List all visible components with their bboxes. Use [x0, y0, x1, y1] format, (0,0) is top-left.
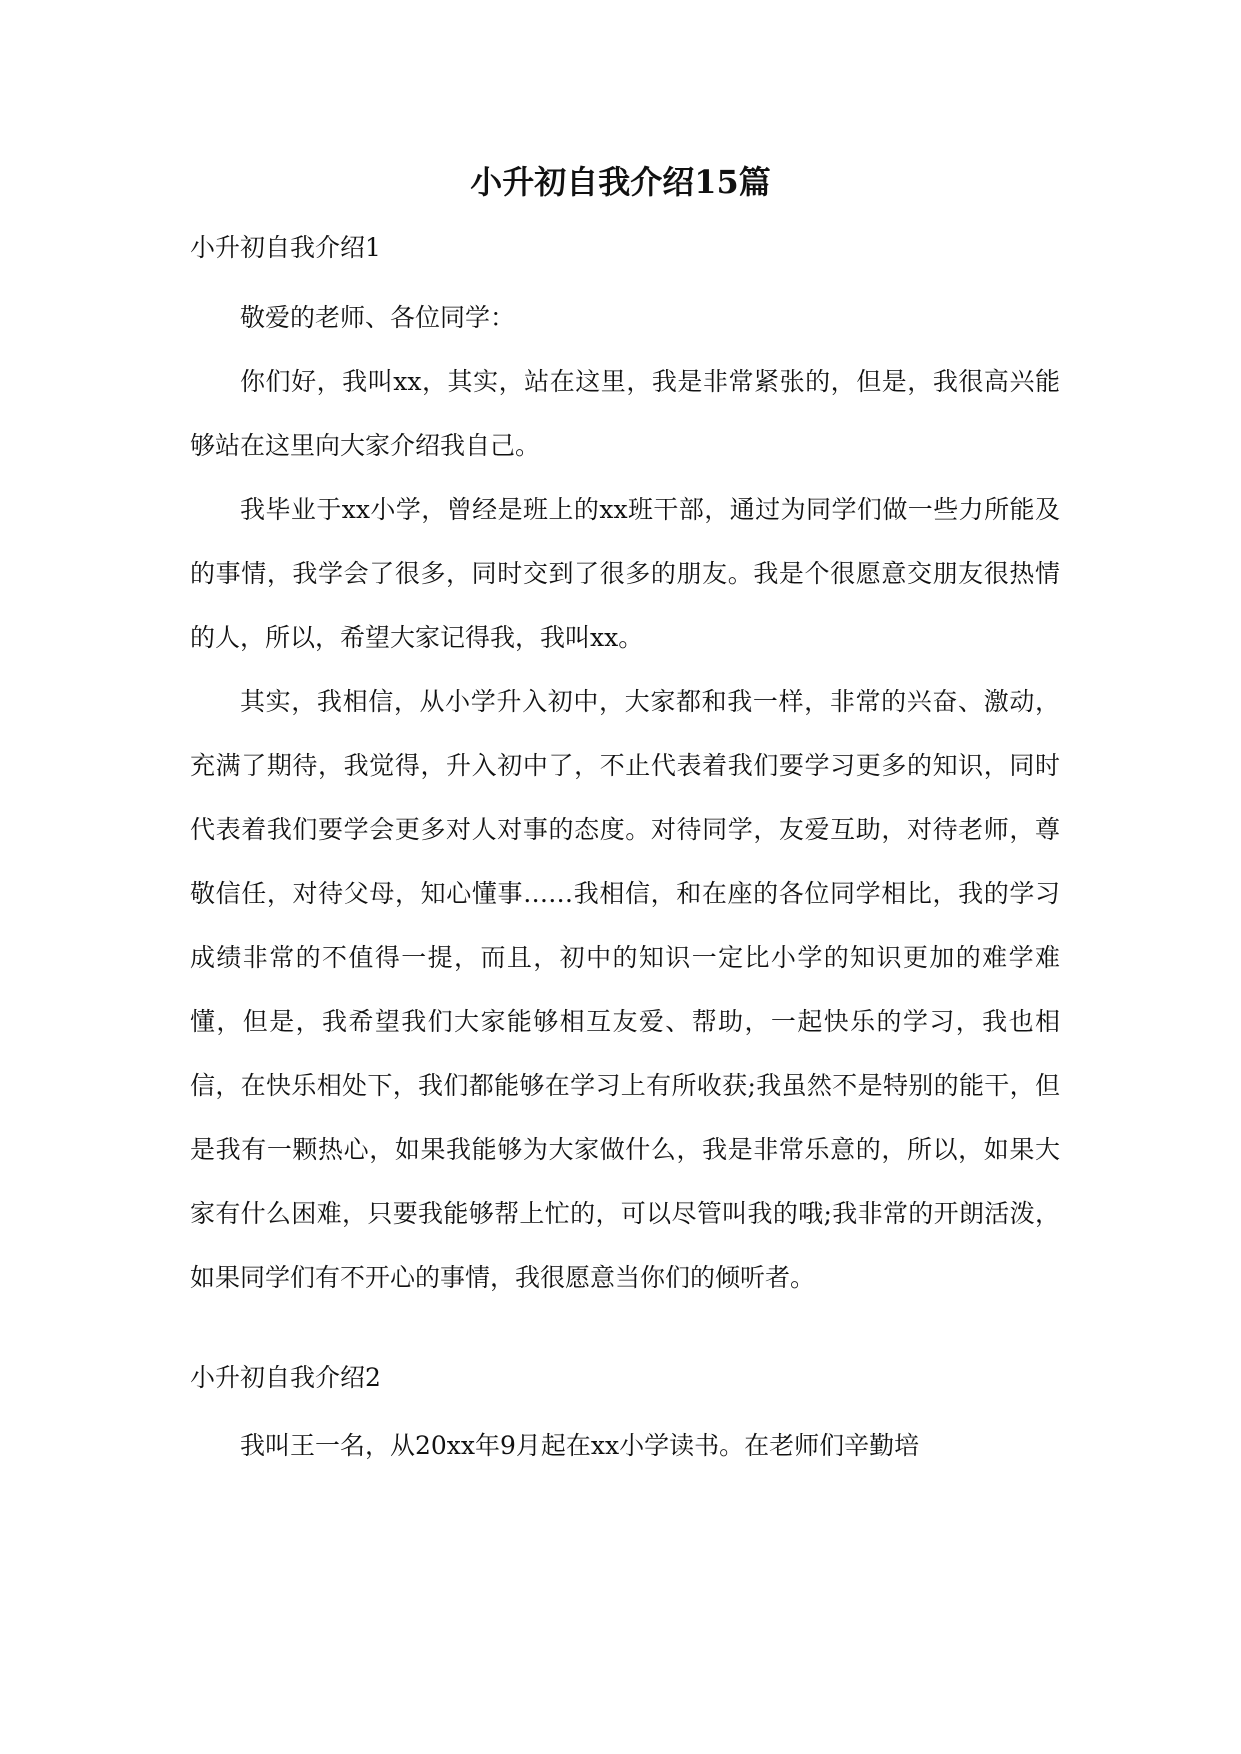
- paragraph: 敬爱的老师、各位同学：: [240, 303, 516, 332]
- paragraph: 我毕业于xx小学，曾经是班上的xx班干部，通过为同学们做一些力所能及的事情，我学会了很多，同时交到了很多的朋友。我是个很愿意交朋友很热情的人，所以，希望大家记得我，我叫xx。: [190, 495, 1060, 652]
- section-heading: 小升初自我介绍2: [190, 1363, 381, 1392]
- section-spacer: [190, 1310, 1060, 1358]
- document-title: 小升初自我介绍15篇: [470, 163, 771, 201]
- paragraph: 我叫王一名，从20xx年9月起在xx小学读书。在老师们辛勤培: [240, 1431, 920, 1460]
- document-body: [190, 228, 1060, 1478]
- section-heading: 小升初自我介绍1: [190, 233, 381, 262]
- section-1: [190, 228, 1060, 1310]
- paragraph: 你们好，我叫xx，其实，站在这里，我是非常紧张的，但是，我很高兴能够站在这里向大家介绍我自己。: [190, 367, 1060, 460]
- paragraph: 其实，我相信，从小学升入初中，大家都和我一样，非常的兴奋、激动，充满了期待，我觉得，升入初中了，不止代表着我们要学习更多的知识，同时代表着我们要学会更多对人对事的态度。对待同学，友爱互助，对待老师，尊敬信任，对待父母，知心懂事……我相信，和在座的各位同学相比，我的学习成绩非常的不值得一提，而且，初中的知识一定比小学的知识更加的难学难懂，但是，我希望我们大家能够相互友爱、帮助，一起快乐的学习，我也相信，在快乐相处下，我们都能够在学习上有所收获;我虽然不是特别的能干，但是我有一颗热心，如果我能够为大家做什么，我是非常乐意的，所以，如果大家有什么困难，只要我能够帮上忙的，可以尽管叫我的哦;我非常的开朗活泼，如果同学们有不开心的事情，我很愿意当你们的倾听者。: [190, 687, 1060, 1292]
- section-2: [190, 1358, 1060, 1478]
